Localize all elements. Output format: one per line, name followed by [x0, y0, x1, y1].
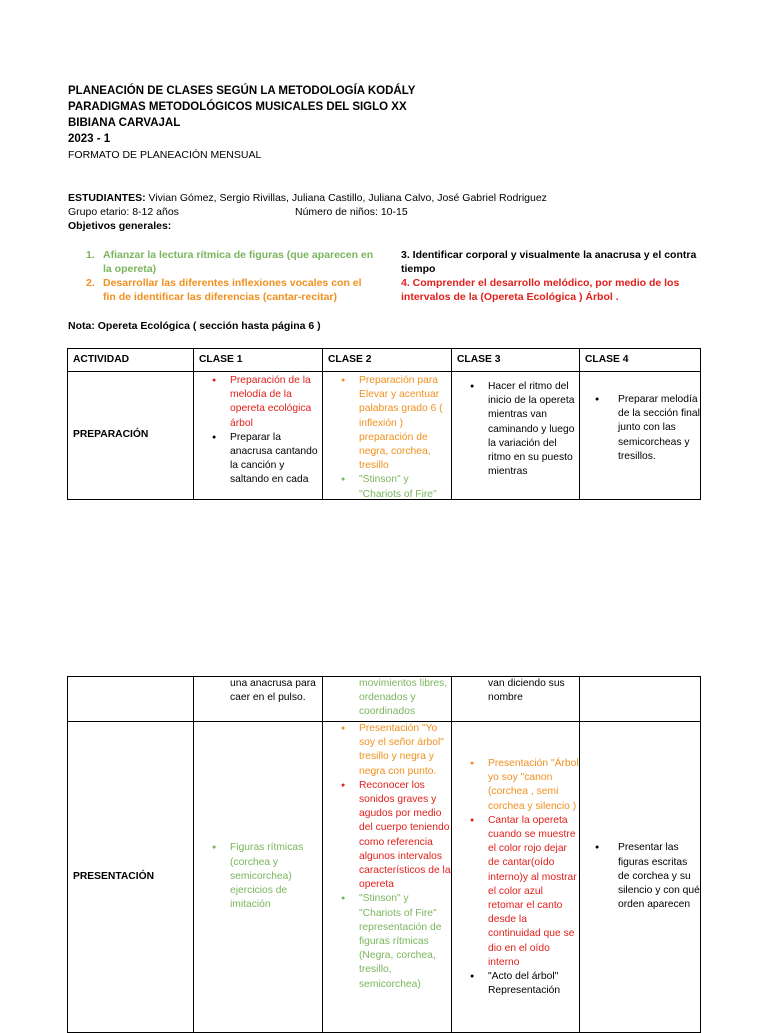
students-label: ESTUDIANTES:: [68, 192, 146, 204]
planning-table-part-2: [67, 676, 701, 1033]
list-item: ● Preparar melodía de la sección final junto con las semicorcheas y tresillos.: [580, 393, 700, 464]
cell-pres-clase-2: [323, 722, 452, 1033]
objective-1: 1. Afianzar la lectura rítmica de figuras (que aparecen en la opereta): [86, 249, 374, 275]
cell-prep-clase-2: [323, 372, 452, 500]
age-row: [68, 205, 708, 219]
header-period: 2023 - 1: [68, 133, 111, 145]
list-item: ● Preparación para Elevar y acentuar palabras grado 6 ( inflexión ) preparación de negra, corchea, tresillo: [323, 374, 451, 473]
note: Nota: Opereta Ecológica ( sección hasta página 6 ): [68, 320, 321, 332]
table-row-continuation: [68, 677, 701, 722]
table-header-row: [68, 349, 701, 372]
objective-4: 4. Comprender el desarrollo melódico, por medio de los intervalos de la (Opereta Ecológica ) Árbol .: [401, 277, 680, 303]
planning-table-part-1: [67, 348, 701, 500]
list-item: ● "Acto del árbol" Representación: [452, 970, 579, 998]
cell-pres-clase-4: [580, 722, 701, 1033]
list-item: ● Preparar la anacrusa cantando la canción y saltando en cada: [194, 431, 322, 488]
cell-pres-clase-1: [194, 722, 323, 1033]
cell-cont-clase-1: una anacrusa para caer en el pulso.: [194, 677, 323, 722]
objective-2: 2. Desarrollar las diferentes inflexiones vocales con el fin de identificar las diferencias (cantar-recitar): [86, 277, 362, 303]
list-item: ● Cantar la opereta cuando se muestre el color rojo dejar de cantar(oído interno)y al mostrar el color azul retomar el canto desde la continuidad que se dio en el oído interno: [452, 814, 579, 970]
header-clase-3: CLASE 3: [452, 349, 580, 372]
kids-value: 10-15: [380, 206, 408, 218]
table-row-preparacion: [68, 372, 701, 500]
students-row: [68, 191, 708, 205]
cell-cont-actividad: [68, 677, 194, 722]
list-item: ● Presentar las figuras escritas de corchea y su silencio y con qué orden aparecen: [580, 841, 700, 912]
label-presentacion: PRESENTACIÓN: [68, 722, 194, 1033]
cell-prep-clase-4: [580, 372, 701, 500]
objectives-label: Objetivos generales:: [68, 220, 172, 232]
cell-prep-clase-3: [452, 372, 580, 500]
header-format: FORMATO DE PLANEACIÓN MENSUAL: [68, 149, 262, 161]
header-actividad: ACTIVIDAD: [68, 349, 194, 372]
cell-prep-clase-1: [194, 372, 323, 500]
cell-cont-clase-4: [580, 677, 701, 722]
list-item: ● Hacer el ritmo del inicio de la opereta mientras van caminando y luego la variación del ritmo en su puesto mientras: [452, 380, 579, 479]
list-item: ● Presentación "Yo soy el señor árbol" tresillo y negra y negra con punto.: [323, 722, 451, 779]
kids-label: Número de niños:: [295, 206, 378, 218]
cell-pres-clase-3: [452, 722, 580, 1033]
students-value: Vivian Gómez, Sergio Rivillas, Juliana Castillo, Juliana Calvo, José Gabriel Rodriguez: [148, 192, 547, 204]
cell-cont-clase-3: van diciendo sus nombre: [452, 677, 580, 722]
cell-cont-clase-2: movimientos libres, ordenados y coordinados: [323, 677, 452, 722]
list-item: ● "Stinson" y "Chariots of Fire": [323, 473, 451, 499]
age-label: Grupo etario:: [68, 206, 130, 218]
table-row-presentacion: [68, 722, 701, 1033]
list-item: ● Preparación de la melodía de la opereta ecológica árbol: [194, 374, 322, 431]
age-value: 8-12 años: [132, 206, 179, 218]
header-title: PLANEACIÓN DE CLASES SEGÚN LA METODOLOGÍA KODÁLY: [68, 85, 416, 97]
list-item: ● "Stinson" y "Chariots of Fire" representación de figuras rítmicas (Negra, corchea, tresillo, semicorchea): [323, 892, 451, 991]
label-preparacion: PREPARACIÓN: [68, 372, 194, 500]
header-clase-2: CLASE 2: [323, 349, 452, 372]
list-item: ● Presentación "Árbol yo soy "canon (corchea , semi corchea y silencio ): [452, 757, 579, 814]
list-item: ● Figuras rítmicas (corchea y semicorchea) ejercicios de imitación: [194, 841, 322, 912]
objective-3: 3. Identificar corporal y visualmente la anacrusa y el contra tiempo: [401, 249, 697, 275]
header-course: PARADIGMAS METODOLÓGICOS MUSICALES DEL SIGLO XX: [68, 101, 407, 113]
general-info: [68, 191, 708, 233]
document-header: [68, 83, 708, 163]
list-item: ● Reconocer los sonidos graves y agudos por medio del cuerpo teniendo como referencia algunos intervalos característicos de la opereta: [323, 779, 451, 893]
header-clase-4: CLASE 4: [580, 349, 701, 372]
header-clase-1: CLASE 1: [194, 349, 323, 372]
header-teacher: BIBIANA CARVAJAL: [68, 117, 181, 129]
